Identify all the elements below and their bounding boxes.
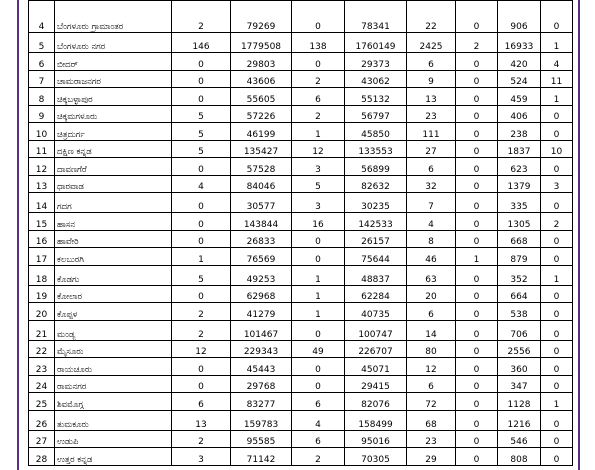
value-cell: 0 [456, 213, 498, 231]
value-cell: 0 [456, 193, 498, 213]
value-cell: 142533 [345, 213, 407, 231]
value-cell: 41279 [231, 303, 292, 321]
value-cell: 0 [541, 410, 573, 430]
value-cell: 0 [456, 320, 498, 340]
value-cell: 0 [456, 140, 498, 158]
value-cell: 0 [172, 193, 231, 213]
value-cell: 3 [292, 158, 345, 176]
value-cell: 0 [292, 358, 345, 376]
value-cell: 7 [407, 193, 456, 213]
table-row [29, 340, 573, 358]
value-cell: 0 [456, 448, 498, 466]
value-cell: 1837 [498, 140, 541, 158]
value-cell: 1128 [498, 393, 541, 411]
value-cell: 0 [172, 285, 231, 303]
value-cell: 0 [172, 88, 231, 106]
serial-number-cell: 22 [29, 340, 55, 358]
district-name-cell: ಕೊಪ್ಪಳ [55, 303, 172, 321]
value-cell: 347 [498, 375, 541, 393]
value-cell: 0 [456, 265, 498, 285]
value-cell: 79269 [231, 1, 292, 33]
value-cell: 75644 [345, 248, 407, 266]
value-cell: 55605 [231, 88, 292, 106]
value-cell: 0 [292, 320, 345, 340]
value-cell: 101467 [231, 320, 292, 340]
value-cell: 6 [172, 393, 231, 411]
value-cell: 0 [456, 430, 498, 448]
value-cell: 0 [172, 70, 231, 88]
value-cell: 62284 [345, 285, 407, 303]
value-cell: 879 [498, 248, 541, 266]
value-cell: 1379 [498, 175, 541, 193]
value-cell: 0 [541, 340, 573, 358]
value-cell: 46 [407, 248, 456, 266]
value-cell: 1 [292, 265, 345, 285]
value-cell: 26833 [231, 230, 292, 248]
district-name-cell: ಉಡುಪಿ [55, 430, 172, 448]
serial-number-cell: 13 [29, 175, 55, 193]
table-row [29, 410, 573, 430]
district-name-cell: ಬೆಂಗಳೂರು ನಗರ [55, 33, 172, 53]
serial-number-cell: 10 [29, 123, 55, 141]
value-cell: 0 [456, 375, 498, 393]
value-cell: 43606 [231, 70, 292, 88]
district-name-cell: ರಾಯಚೂರು [55, 358, 172, 376]
value-cell: 0 [292, 230, 345, 248]
value-cell: 143844 [231, 213, 292, 231]
value-cell: 1 [541, 88, 573, 106]
table-row [29, 1, 573, 33]
value-cell: 1 [456, 248, 498, 266]
value-cell: 0 [292, 1, 345, 33]
value-cell: 0 [172, 53, 231, 71]
table-row [29, 33, 573, 53]
value-cell: 1 [172, 248, 231, 266]
value-cell: 146 [172, 33, 231, 53]
value-cell: 68 [407, 410, 456, 430]
value-cell: 2 [541, 213, 573, 231]
value-cell: 0 [456, 70, 498, 88]
district-name-cell: ದಾವಣಗೆರೆ [55, 158, 172, 176]
serial-number-cell: 16 [29, 230, 55, 248]
value-cell: 4 [172, 175, 231, 193]
value-cell: 1 [292, 123, 345, 141]
value-cell: 95016 [345, 430, 407, 448]
value-cell: 4 [292, 410, 345, 430]
value-cell: 78341 [345, 1, 407, 33]
value-cell: 668 [498, 230, 541, 248]
value-cell: 48837 [345, 265, 407, 285]
serial-number-cell: 7 [29, 70, 55, 88]
value-cell: 238 [498, 123, 541, 141]
table-row [29, 448, 573, 466]
value-cell: 0 [456, 1, 498, 33]
table-body [29, 1, 573, 466]
value-cell: 0 [456, 358, 498, 376]
value-cell: 0 [172, 158, 231, 176]
district-name-cell: ಕೊಡಗು [55, 265, 172, 285]
serial-number-cell: 23 [29, 358, 55, 376]
value-cell: 57226 [231, 105, 292, 123]
value-cell: 22 [407, 1, 456, 33]
value-cell: 57528 [231, 158, 292, 176]
value-cell: 6 [292, 393, 345, 411]
value-cell: 2425 [407, 33, 456, 53]
table-row [29, 213, 573, 231]
table-row [29, 70, 573, 88]
value-cell: 0 [456, 340, 498, 358]
value-cell: 14 [407, 320, 456, 340]
value-cell: 1 [541, 33, 573, 53]
value-cell: 0 [541, 193, 573, 213]
value-cell: 1 [541, 393, 573, 411]
value-cell: 2 [172, 1, 231, 33]
district-name-cell: ಶಿವಮೊಗ್ಗ [55, 393, 172, 411]
value-cell: 135427 [231, 140, 292, 158]
district-name-cell: ಮೈಸೂರು [55, 340, 172, 358]
value-cell: 524 [498, 70, 541, 88]
value-cell: 0 [541, 1, 573, 33]
value-cell: 0 [172, 230, 231, 248]
district-data-table [28, 0, 573, 466]
value-cell: 546 [498, 430, 541, 448]
value-cell: 95585 [231, 430, 292, 448]
value-cell: 2556 [498, 340, 541, 358]
value-cell: 12 [407, 358, 456, 376]
value-cell: 29373 [345, 53, 407, 71]
value-cell: 63 [407, 265, 456, 285]
district-name-cell: ಚಿಕ್ಕಮಗಳೂರು [55, 105, 172, 123]
serial-number-cell: 9 [29, 105, 55, 123]
value-cell: 56899 [345, 158, 407, 176]
value-cell: 5 [292, 175, 345, 193]
value-cell: 30235 [345, 193, 407, 213]
value-cell: 62968 [231, 285, 292, 303]
serial-number-cell: 11 [29, 140, 55, 158]
value-cell: 45071 [345, 358, 407, 376]
value-cell: 335 [498, 193, 541, 213]
value-cell: 76569 [231, 248, 292, 266]
serial-number-cell: 28 [29, 448, 55, 466]
value-cell: 5 [172, 105, 231, 123]
value-cell: 12 [172, 340, 231, 358]
value-cell: 2 [456, 33, 498, 53]
district-name-cell: ಹಾವೇರಿ [55, 230, 172, 248]
value-cell: 159783 [231, 410, 292, 430]
serial-number-cell: 18 [29, 265, 55, 285]
value-cell: 4 [541, 53, 573, 71]
value-cell: 158499 [345, 410, 407, 430]
value-cell: 229343 [231, 340, 292, 358]
value-cell: 0 [456, 230, 498, 248]
value-cell: 29768 [231, 375, 292, 393]
value-cell: 16933 [498, 33, 541, 53]
district-name-cell: ಗದಗ [55, 193, 172, 213]
value-cell: 0 [541, 123, 573, 141]
serial-number-cell: 14 [29, 193, 55, 213]
table-row [29, 193, 573, 213]
serial-number-cell: 6 [29, 53, 55, 71]
value-cell: 1779508 [231, 33, 292, 53]
district-name-cell: ಹಾಸನ [55, 213, 172, 231]
value-cell: 3 [541, 175, 573, 193]
value-cell: 26157 [345, 230, 407, 248]
district-name-cell: ಕೋಲಾರ [55, 285, 172, 303]
value-cell: 12 [292, 140, 345, 158]
value-cell: 2 [292, 448, 345, 466]
value-cell: 0 [172, 213, 231, 231]
value-cell: 4 [407, 213, 456, 231]
table-row [29, 88, 573, 106]
district-name-cell: ಚಾಮರಾಜನಗರ [55, 70, 172, 88]
district-name-cell: ಬೀದರ್ [55, 53, 172, 71]
value-cell: 1216 [498, 410, 541, 430]
value-cell: 55132 [345, 88, 407, 106]
value-cell: 82076 [345, 393, 407, 411]
value-cell: 0 [541, 430, 573, 448]
value-cell: 3 [172, 448, 231, 466]
value-cell: 56797 [345, 105, 407, 123]
value-cell: 40735 [345, 303, 407, 321]
value-cell: 5 [172, 140, 231, 158]
value-cell: 43062 [345, 70, 407, 88]
table-row [29, 393, 573, 411]
table-row [29, 303, 573, 321]
serial-number-cell: 20 [29, 303, 55, 321]
value-cell: 226707 [345, 340, 407, 358]
serial-number-cell: 17 [29, 248, 55, 266]
value-cell: 6 [292, 430, 345, 448]
page-border-left [0, 0, 19, 470]
value-cell: 11 [541, 70, 573, 88]
value-cell: 538 [498, 303, 541, 321]
value-cell: 352 [498, 265, 541, 285]
value-cell: 0 [292, 248, 345, 266]
value-cell: 1305 [498, 213, 541, 231]
district-name-cell: ಬೆಂಗಳೂರು ಗ್ರಾಮಾಂತರ [55, 1, 172, 33]
value-cell: 1 [541, 265, 573, 285]
value-cell: 5 [172, 265, 231, 285]
value-cell: 664 [498, 285, 541, 303]
value-cell: 0 [456, 393, 498, 411]
serial-number-cell: 12 [29, 158, 55, 176]
value-cell: 20 [407, 285, 456, 303]
district-name-cell: ಉತ್ತರ ಕನ್ನಡ [55, 448, 172, 466]
value-cell: 0 [456, 88, 498, 106]
value-cell: 360 [498, 358, 541, 376]
district-name-cell: ಚಿಕ್ಕಬಳ್ಳಾಪುರ [55, 88, 172, 106]
value-cell: 0 [172, 358, 231, 376]
table-row [29, 248, 573, 266]
serial-number-cell: 25 [29, 393, 55, 411]
value-cell: 82632 [345, 175, 407, 193]
value-cell: 0 [292, 375, 345, 393]
value-cell: 84046 [231, 175, 292, 193]
value-cell: 0 [456, 410, 498, 430]
table-row [29, 265, 573, 285]
value-cell: 6 [407, 375, 456, 393]
district-name-cell: ರಾಮನಗರ [55, 375, 172, 393]
value-cell: 45850 [345, 123, 407, 141]
value-cell: 111 [407, 123, 456, 141]
table-row [29, 175, 573, 193]
value-cell: 0 [456, 303, 498, 321]
value-cell: 70305 [345, 448, 407, 466]
value-cell: 83277 [231, 393, 292, 411]
value-cell: 72 [407, 393, 456, 411]
value-cell: 406 [498, 105, 541, 123]
value-cell: 23 [407, 105, 456, 123]
value-cell: 2 [292, 105, 345, 123]
value-cell: 71142 [231, 448, 292, 466]
value-cell: 0 [456, 158, 498, 176]
value-cell: 133553 [345, 140, 407, 158]
value-cell: 0 [172, 375, 231, 393]
district-name-cell: ಧಾರವಾಡ [55, 175, 172, 193]
value-cell: 0 [541, 248, 573, 266]
value-cell: 6 [407, 303, 456, 321]
district-name-cell: ಮಂಡ್ಯ [55, 320, 172, 340]
serial-number-cell: 19 [29, 285, 55, 303]
table-row [29, 375, 573, 393]
value-cell: 6 [407, 158, 456, 176]
value-cell: 0 [541, 448, 573, 466]
value-cell: 2 [292, 70, 345, 88]
value-cell: 1 [292, 285, 345, 303]
value-cell: 8 [407, 230, 456, 248]
value-cell: 0 [541, 375, 573, 393]
value-cell: 0 [456, 53, 498, 71]
value-cell: 1 [292, 303, 345, 321]
value-cell: 29803 [231, 53, 292, 71]
table-row [29, 285, 573, 303]
value-cell: 100747 [345, 320, 407, 340]
serial-number-cell: 27 [29, 430, 55, 448]
value-cell: 10 [541, 140, 573, 158]
value-cell: 459 [498, 88, 541, 106]
value-cell: 49 [292, 340, 345, 358]
value-cell: 2 [172, 430, 231, 448]
value-cell: 2 [172, 303, 231, 321]
value-cell: 23 [407, 430, 456, 448]
value-cell: 420 [498, 53, 541, 71]
value-cell: 32 [407, 175, 456, 193]
value-cell: 13 [407, 88, 456, 106]
value-cell: 27 [407, 140, 456, 158]
value-cell: 16 [292, 213, 345, 231]
value-cell: 2 [172, 320, 231, 340]
value-cell: 29415 [345, 375, 407, 393]
value-cell: 808 [498, 448, 541, 466]
value-cell: 0 [456, 175, 498, 193]
district-name-cell: ಚಿತ್ರದುರ್ಗ [55, 123, 172, 141]
serial-number-cell: 4 [29, 1, 55, 33]
value-cell: 6 [407, 53, 456, 71]
table-row [29, 140, 573, 158]
value-cell: 1760149 [345, 33, 407, 53]
value-cell: 0 [541, 105, 573, 123]
value-cell: 0 [541, 320, 573, 340]
serial-number-cell: 8 [29, 88, 55, 106]
value-cell: 706 [498, 320, 541, 340]
table-row [29, 430, 573, 448]
district-name-cell: ತುಮಕೂರು [55, 410, 172, 430]
table-row [29, 158, 573, 176]
value-cell: 0 [292, 53, 345, 71]
value-cell: 13 [172, 410, 231, 430]
table-row [29, 105, 573, 123]
value-cell: 46199 [231, 123, 292, 141]
value-cell: 9 [407, 70, 456, 88]
table-row [29, 230, 573, 248]
value-cell: 0 [541, 158, 573, 176]
value-cell: 0 [541, 303, 573, 321]
value-cell: 49253 [231, 265, 292, 285]
value-cell: 0 [541, 285, 573, 303]
value-cell: 906 [498, 1, 541, 33]
value-cell: 138 [292, 33, 345, 53]
value-cell: 0 [541, 230, 573, 248]
serial-number-cell: 24 [29, 375, 55, 393]
table-row [29, 123, 573, 141]
value-cell: 623 [498, 158, 541, 176]
serial-number-cell: 26 [29, 410, 55, 430]
serial-number-cell: 15 [29, 213, 55, 231]
serial-number-cell: 21 [29, 320, 55, 340]
value-cell: 30577 [231, 193, 292, 213]
value-cell: 0 [541, 358, 573, 376]
district-name-cell: ದಕ್ಷಿಣ ಕನ್ನಡ [55, 140, 172, 158]
value-cell: 0 [456, 285, 498, 303]
value-cell: 3 [292, 193, 345, 213]
value-cell: 29 [407, 448, 456, 466]
value-cell: 0 [456, 105, 498, 123]
value-cell: 0 [456, 123, 498, 141]
table-row [29, 320, 573, 340]
page-border-right [578, 0, 595, 470]
table-row [29, 53, 573, 71]
value-cell: 5 [172, 123, 231, 141]
serial-number-cell: 5 [29, 33, 55, 53]
district-name-cell: ಕಲಬುರಗಿ [55, 248, 172, 266]
value-cell: 6 [292, 88, 345, 106]
value-cell: 45443 [231, 358, 292, 376]
table-row [29, 358, 573, 376]
value-cell: 80 [407, 340, 456, 358]
